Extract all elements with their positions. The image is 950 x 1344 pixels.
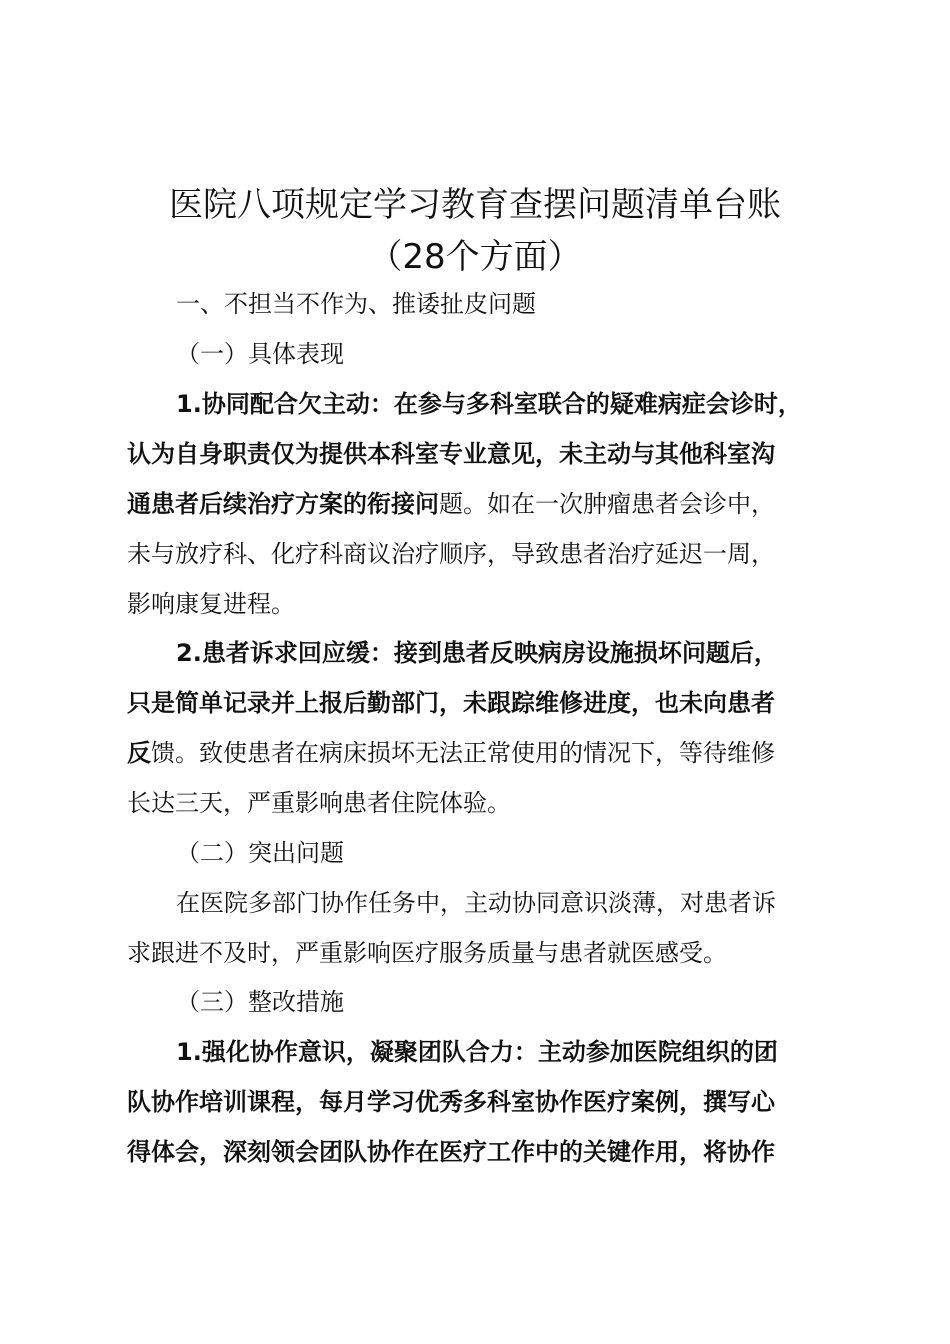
item1-line2: 认为自身职责仅为提供本科室专业意见，未主动与其他科室沟 [127, 440, 775, 468]
measure1-line2: 队协作培训课程，每月学习优秀多科室协作医疗案例，撰写心 [127, 1088, 775, 1116]
subsection-heading-problem: （二）突出问题 [176, 839, 344, 867]
document-subtitle: （28个方面） [368, 237, 582, 277]
measure1-line3: 得体会，深刻领会团队协作在医疗工作中的关键作用，将协作 [127, 1138, 775, 1166]
subsection-heading-specific: （一）具体表现 [176, 340, 344, 368]
item1-line3-rest: 题。如在一次肿瘤患者会诊中， [439, 490, 775, 518]
item2-line3-bold: 反 [127, 739, 151, 767]
item1-line3 [127, 487, 775, 521]
item2-line4: 长达三天，严重影响患者住院体验。 [127, 789, 511, 817]
item1-line1: 1.协同配合欠主动：在参与多科室联合的疑难病症会诊时， [176, 390, 802, 418]
problem-line1: 在医院多部门协作任务中，主动协同意识淡薄，对患者诉 [176, 889, 776, 917]
item2-line3 [127, 736, 775, 770]
item1-line4: 未与放疗科、化疗科商议治疗顺序，导致患者治疗延迟一周， [127, 540, 775, 568]
item1-line3-bold: 通患者后续治疗方案的衔接问 [127, 490, 439, 518]
item2-line1: 2.患者诉求回应缓：接到患者反映病房设施损坏问题后， [176, 639, 778, 667]
item1-line5: 影响康复进程。 [127, 590, 295, 618]
item2-line2: 只是简单记录并上报后勤部门，未跟踪维修进度，也未向患者 [127, 689, 775, 717]
measure1-line1: 1.强化协作意识，凝聚团队合力：主动参加医院组织的团 [176, 1038, 778, 1066]
item2-line3-rest: 馈。致使患者在病床损坏无法正常使用的情况下，等待维修 [151, 739, 775, 767]
subsection-heading-measures: （三）整改措施 [176, 988, 344, 1016]
section-heading: 一、不担当不作为、推诿扯皮问题 [176, 290, 536, 318]
problem-line2: 求跟进不及时，严重影响医疗服务质量与患者就医感受。 [127, 939, 727, 967]
document-title: 医院八项规定学习教育查摆问题清单台账 [169, 185, 781, 225]
